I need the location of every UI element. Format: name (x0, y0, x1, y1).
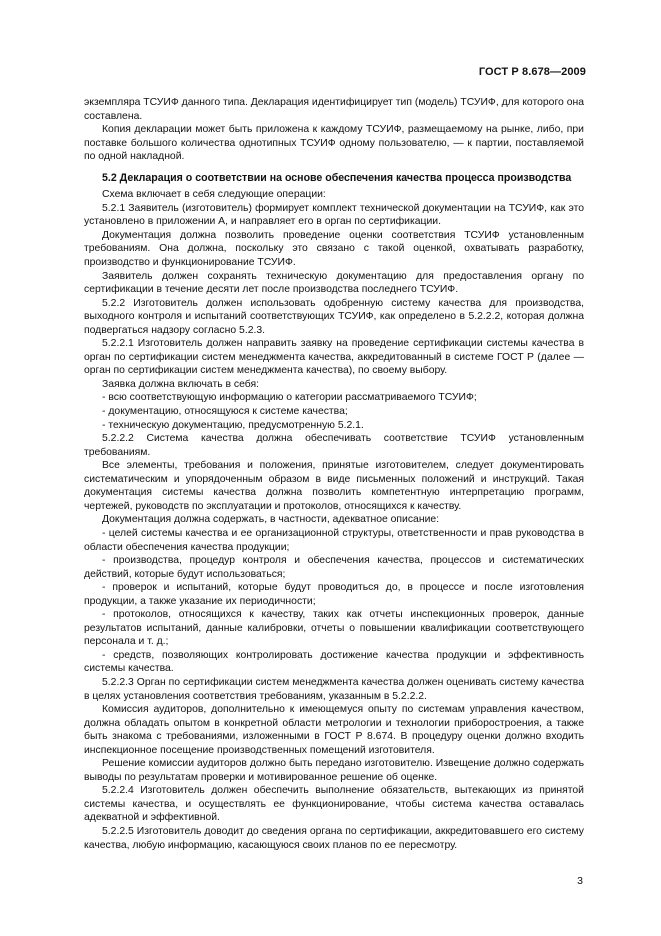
document-code-header: ГОСТ Р 8.678—2009 (478, 66, 586, 78)
paragraph-continuation: экземпляра ТСУИФ данного типа. Декларация идентифицирует тип (модель) ТСУИФ, для которого она составлена. (84, 97, 584, 122)
paragraph: Заявка должна включать в себя: (102, 378, 260, 390)
paragraph: Решение комиссии аудиторов должно быть передано изготовителю. Извещение должно содержать выводы по результатам проверки и мотивированное решение об оценке. (84, 758, 584, 783)
list-item: - средств, позволяющих контролировать достижение качества продукции и эффективность системы качества. (84, 649, 584, 675)
clause-5-2-2-2: 5.2.2.2 Система качества должна обеспечивать соответствие ТСУИФ установленным требованиям. (84, 433, 584, 458)
list-item: - целей системы качества и ее организационной структуры, ответственности и прав руководства в области обеспечения качества продукции; (84, 527, 584, 553)
list-item: - техническую документацию, предусмотренную 5.2.1. (102, 419, 364, 431)
paragraph: Копия декларации может быть приложена к каждому ТСУИФ, размещаемому на рынке, либо, при поставке большого количества однотипных ТСУИФ одному пользователю, — к партии, поставляемой по одной накладной. (84, 124, 584, 163)
list-item: - производства, процедур контроля и обеспечения качества, процессов и систематических действий, которые будут использоваться; (84, 555, 584, 580)
list-item: - проверок и испытаний, которые будут проводиться до, в процессе и после изготовления продукции, а также указание их периодичности; (84, 582, 584, 607)
clause-5-2-1: 5.2.1 Заявитель (изготовитель) формирует комплект технической документации на ТСУИФ, как это установлено в приложении А, и направляет его в орган по сертификации. (84, 202, 584, 228)
paragraph: Заявитель должен сохранять техническую документацию для предоставления органу по сертификации в течение десяти лет после производства последнего ТСУИФ. (84, 270, 584, 296)
clause-5-2-2-5: 5.2.2.5 Изготовитель доводит до сведения органа по сертификации, аккредитовавшего его систему качества, любую информацию, касающуюся своих планов по ее пересмотру. (84, 825, 584, 851)
list-item: - документацию, относящуюся к системе качества; (102, 406, 348, 418)
list-item: - протоколов, относящихся к качеству, таких как отчеты инспекционных проверок, данные результатов испытаний, данные калибровки, отчеты о повышении квалификации соответствующего персонала и т. д.; (84, 609, 584, 648)
clause-5-2-2: 5.2.2 Изготовитель должен использовать одобренную систему качества для производства, выходного контроля и испытаний соответствующих ТСУИФ, как определено в 5.2.2.2, которая должна подвергаться надзору согласно 5.2.3. (84, 297, 584, 336)
document-body (84, 96, 584, 852)
section-heading-5-2: 5.2 Декларация о соответствии на основе обеспечения качества процесса производства (102, 171, 572, 184)
paragraph: Комиссия аудиторов, дополнительно к имеющемуся опыту по системам управления качеством, должна обладать опытом в конкретной области метрологии и технологии приборостроения, а также быть знакома с требованиями, изложенными в ГОСТ Р 8.674. В процедуру оценки должно входить инспекционное посещение производственных помещений изготовителя. (84, 704, 584, 756)
clause-5-2-2-4: 5.2.2.4 Изготовитель должен обеспечить выполнение обязательств, вытекающих из принятой системы качества, и осуществлять ее функционирование, чтобы система качества оставалась адекватной и эффективной. (84, 785, 584, 824)
paragraph: Документация должна позволить проведение оценки соответствия ТСУИФ установленным требованиям. Она должна, поскольку это связано с такой оценкой, охватывать разработку, производство и функционирование ТСУИФ. (84, 229, 584, 269)
paragraph: Схема включает в себя следующие операции: (102, 189, 326, 201)
clause-5-2-2-1: 5.2.2.1 Изготовитель должен направить заявку на проведение сертификации системы качества в орган по сертификации систем менеджмента качества, аккредитованный в системе ГОСТ Р (далее — орган по сертификации систем менеджмента качества), по своему выбору. (84, 338, 584, 377)
list-item: - всю соответствующую информацию о категории рассматриваемого ТСУИФ; (102, 392, 477, 404)
paragraph: Документация должна содержать, в частности, адекватное описание: (102, 514, 440, 526)
paragraph: Все элементы, требования и положения, принятые изготовителем, следует документировать систематическим и упорядоченным образом в виде письменных положений и инструкций. Такая документация системы качества должна позволить компетентную интерпретацию программ, чертежей, руководств по эксплуатации и протоколов, относящихся к качеству. (84, 460, 584, 512)
clause-5-2-2-3: 5.2.2.3 Орган по сертификации систем менеджмента качества должен оценивать систему качества в целях установления соответствия требованиям, указанным в 5.2.2.2. (84, 676, 584, 702)
page-number: 3 (577, 875, 583, 887)
